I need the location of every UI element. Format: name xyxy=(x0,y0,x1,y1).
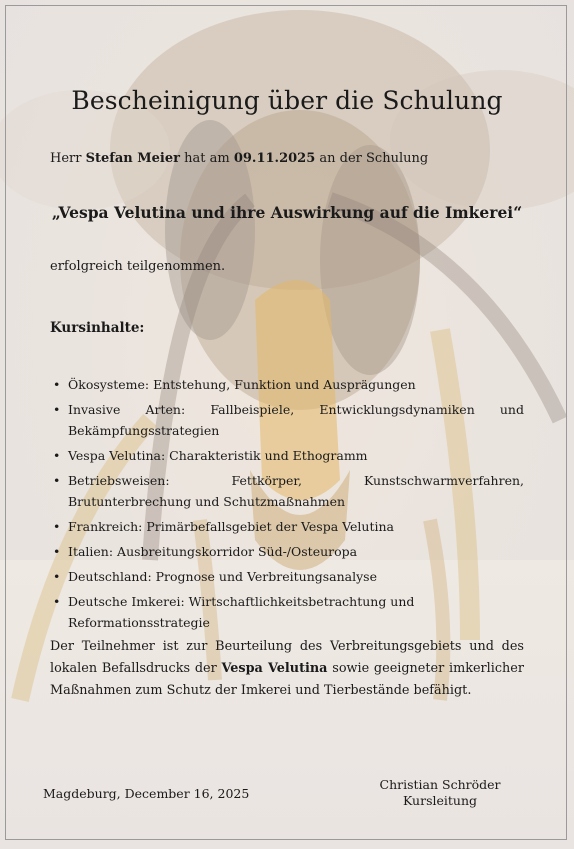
list-item xyxy=(50,591,524,633)
place-and-date: Magdeburg, December 16, 2025 xyxy=(43,786,250,801)
list-item xyxy=(50,399,524,441)
competence-summary xyxy=(50,636,524,702)
bullet-icon: • xyxy=(53,544,61,559)
completion-text: erfolgreich teilgenommen. xyxy=(50,259,226,274)
signature-block xyxy=(370,777,510,809)
summary-highlight: Vespa Velutina xyxy=(221,661,328,676)
course-date: 09.11.2025 xyxy=(233,151,316,166)
list-item xyxy=(50,470,524,512)
bullet-icon: • xyxy=(53,377,61,392)
summary-part-1: Der Teilnehmer ist zur Beurteilung des Verbreitungsgebiets und des lokalen Befallsdrucks der xyxy=(50,639,524,676)
salutation: Herr xyxy=(50,151,82,166)
participant-intro xyxy=(50,151,428,166)
list-item xyxy=(50,566,524,587)
signer-role: Kursleitung xyxy=(402,793,478,808)
bullet-icon: • xyxy=(53,402,61,417)
list-item xyxy=(50,374,524,395)
bullet-icon: • xyxy=(53,519,61,534)
list-item xyxy=(50,445,524,466)
bullet-icon: • xyxy=(53,594,61,609)
topic-text: Invasive Arten: Fallbeispiele, Entwicklungsdynamiken und Bekämpfungsstrategien xyxy=(68,402,524,438)
certificate-title: Bescheinigung über die Schulung xyxy=(71,86,503,115)
topic-text: Deutsche Imkerei: Wirtschaftlichkeitsbetrachtung und Reformationsstrategie xyxy=(68,594,415,630)
participant-name: Stefan Meier xyxy=(85,151,180,166)
bullet-icon: • xyxy=(53,569,61,584)
topic-text: Deutschland: Prognose und Verbreitungsanalyse xyxy=(68,569,377,584)
topic-text: Frankreich: Primärbefallsgebiet der Vespa Velutina xyxy=(68,519,394,534)
topic-text: Italien: Ausbreitungskorridor Süd-/Osteuropa xyxy=(68,544,358,559)
intro-mid-text: hat am xyxy=(184,151,230,166)
topic-text: Vespa Velutina: Charakteristik und Ethogramm xyxy=(68,448,368,463)
topic-text: Ökosysteme: Entstehung, Funktion und Ausprägungen xyxy=(68,377,416,392)
summary-part-2: sowie geeigneter imkerlicher Maßnahmen zum Schutz der Imkerei und Tierbestände befähigt. xyxy=(50,661,524,698)
intro-end-text: an der Schulung xyxy=(319,151,429,166)
list-item xyxy=(50,516,524,537)
course-title: „Vespa Velutina und ihre Auswirkung auf die Imkerei“ xyxy=(51,203,523,222)
bullet-icon: • xyxy=(53,473,61,488)
list-item xyxy=(50,541,524,562)
contents-heading: Kursinhalte: xyxy=(50,320,145,336)
signer-name: Christian Schröder xyxy=(379,777,501,792)
bullet-icon: • xyxy=(53,448,61,463)
topic-text: Betriebsweisen: Fettkörper, Kunstschwarmverfahren, Brutunterbrechung und Schutzmaßnahmen xyxy=(68,473,524,509)
course-topics-list xyxy=(50,374,524,637)
